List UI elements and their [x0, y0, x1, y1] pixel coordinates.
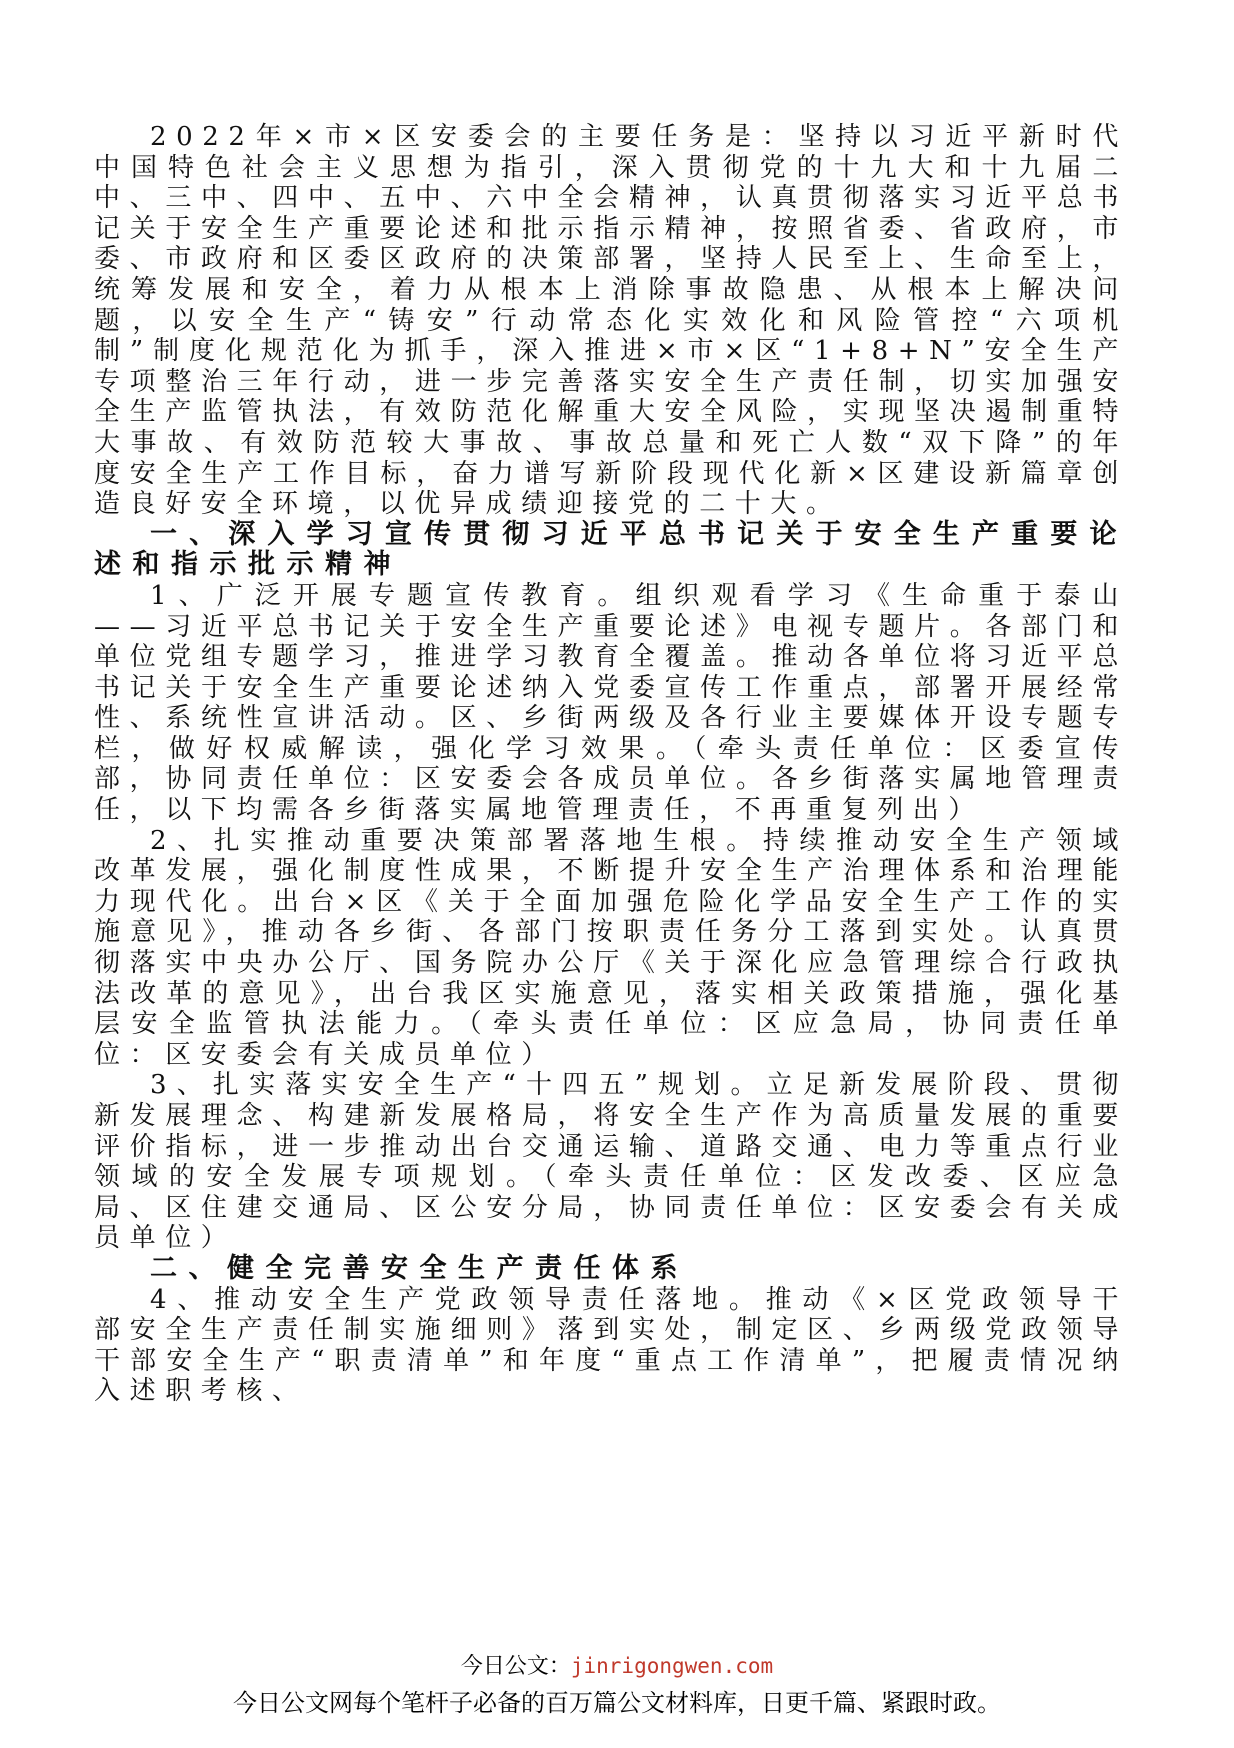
- footer-source: [0, 1652, 1234, 1681]
- footer-site-url[interactable]: jinrigongwen.com: [570, 1654, 774, 1678]
- document-body: [94, 122, 1128, 1407]
- section-heading-2: 二、健全完善安全生产责任体系: [150, 1252, 689, 1284]
- footer-slogan: 今日公文网每个笔杆子必备的百万篇公文材料库，日更千篇、紧跟时政。: [233, 1689, 1001, 1717]
- item-paragraph-4: 4、推动安全生产党政领导责任落地。推动《×区党政领导干部安全生产责任制实施细则》落到实处，制定区、乡两级党政领导干部安全生产“职责清单”和年度“重点工作清单”，把履责情况纳入述职考核、: [94, 1284, 1128, 1407]
- intro-paragraph: 2022年×市×区安委会的主要任务是：坚持以习近平新时代中国特色社会主义思想为指引，深入贯彻党的十九大和十九届二中、三中、四中、五中、六中全会精神，认真贯彻落实习近平总书记关于安全生产重要论述和批示指示精神，按照省委、省政府，市委、市政府和区委区政府的决策部署，坚持人民至上、生命至上，统筹发展和安全，着力从根本上消除事故隐患、从根本上解决问题，以安全生产“铸安”行动常态化实效化和风险管控“六项机制”制度化规范化为抓手，深入推进×市×区“1+8+N”安全生产专项整治三年行动，进一步完善落实安全生产责任制，切实加强安全生产监管执法，有效防范化解重大安全风险，实现坚决遏制重特大事故、有效防范较大事故、事故总量和死亡人数“双下降”的年度安全生产工作目标，奋力谱写新阶段现代化新×区建设新篇章创造良好安全环境，以优异成绩迎接党的二十大。: [94, 122, 1128, 520]
- item-paragraph-2: 2、扎实推动重要决策部署落地生根。持续推动安全生产领域改革发展，强化制度性成果，不断提升安全生产治理体系和治理能力现代化。出台×区《关于全面加强危险化学品安全生产工作的实施意见》，推动各乡街、各部门按职责任务分工落到实处。认真贯彻落实中央办公厅、国务院办公厅《关于深化应急管理综合行政执法改革的意见》，出台我区实施意见，落实相关政策措施，强化基层安全监管执法能力。（牵头责任单位：区应急局，协同责任单位：区安委会有关成员单位）: [94, 825, 1128, 1070]
- footer-site-label: 今日公文：: [460, 1654, 571, 1679]
- item-paragraph-1: 1、广泛开展专题宣传教育。组织观看学习《生命重于泰山——习近平总书记关于安全生产重要论述》电视专题片。各部门和单位党组专题学习，推进学习教育全覆盖。推动各单位将习近平总书记关于安全生产重要论述纳入党委宣传工作重点，部署开展经常性、系统性宣讲活动。区、乡街两级及各行业主要媒体开设专题专栏，做好权威解读，强化学习效果。（牵头责任单位：区委宣传部，协同责任单位：区安委会各成员单位。各乡街落实属地管理责任，以下均需各乡街落实属地管理责任，不再重复列出）: [94, 580, 1128, 826]
- item-paragraph-3: 3、扎实落实安全生产“十四五”规划。立足新发展阶段、贯彻新发展理念、构建新发展格局，将安全生产作为高质量发展的重要评价指标，进一步推动出台交通运输、道路交通、电力等重点行业领域的安全发展专项规划。（牵头责任单位：区发改委、区应急局、区住建交通局、区公安分局，协同责任单位：区安委会有关成员单位）: [94, 1070, 1128, 1254]
- section-heading-1: 一、深入学习宣传贯彻习近平总书记关于安全生产重要论述和指示批示精神: [94, 518, 1128, 581]
